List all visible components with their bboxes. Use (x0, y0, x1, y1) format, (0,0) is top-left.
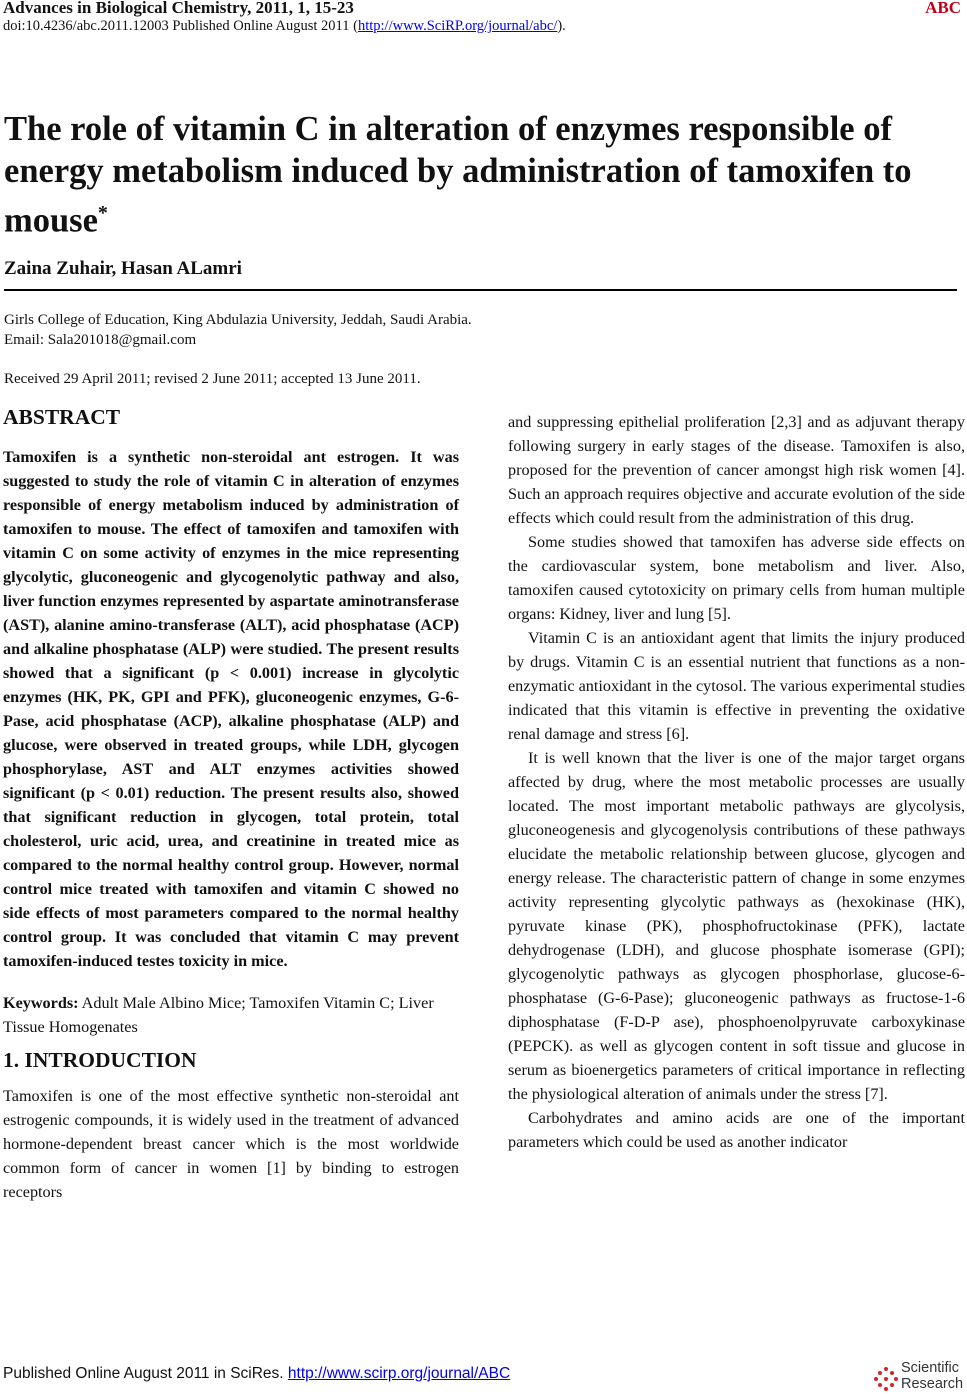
received-dates: Received 29 April 2011; revised 2 June 2011; accepted 13 June 2011. (4, 371, 421, 387)
keywords (3, 991, 459, 1039)
left-column (3, 405, 459, 1204)
doi-suffix: ). (557, 18, 566, 34)
paper-title (4, 108, 959, 242)
footer-link[interactable]: http://www.scirp.org/journal/ABC (287, 1365, 511, 1382)
doi-text: doi:10.4236/abc.2011.12003 Published Online August 2011 ( (3, 18, 358, 34)
journal-link[interactable]: http://www.SciRP.org/journal/abc/ (357, 18, 558, 34)
affiliation-block (4, 310, 472, 350)
email-link[interactable]: Sala201018@gmail.com (47, 332, 197, 348)
abstract-text: Tamoxifen is a synthetic non-steroidal ant estrogen. It was suggested to study the role of vitamin C in alteration of enzymes responsible of energy metabolism induced by administration of tamoxifen to mouse. The effect of tamoxifen and tamoxifen with vitamin C on some activity of enzymes in the mice representing glycolytic, gluconeogenic and glycogenolytic pathway and also, liver function enzymes represented by aspartate aminotransferase (AST), alanine amino-transferase (ALT), acid phosphatase (ACP) and alkaline phosphatase (ALP) were studied. The present results showed that a significant (p < 0.001) increase in glycolytic enzymes (HK, PK, GPI and PFK), gluconeogenic enzymes, G-6-Pase, acid phosphatase (ACP), alkaline phosphatase (ALP) and glucose, were observed in treated groups, while LDH, glycogen phosphorylase, AST and ALT enzymes activities showed significant (p < 0.01) reduction. The present results also, showed that significant reduction in glycogen, total protein, total cholesterol, uric acid, urea, and creatinine in treated mice as compared to the normal healthy control group. However, normal control mice treated with tamoxifen and vitamin C showed no side effects of most parameters compared to the normal healthy control group. It was concluded that vitamin C may prevent tamoxifen-induced testes toxicity in mice. (3, 448, 459, 970)
paragraph: and suppressing epithelial proliferation [2,3] and as adjuvant therapy following surgery in early stages of the disease. Tamoxifen is also, proposed for the prevention of cancer amongst high risk women [4]. Such an approach requires objective and accurate evolution of the side effects which could result from the administration of this drug. (508, 413, 965, 527)
divider (4, 289, 957, 291)
logo-text (901, 1360, 963, 1392)
logo-line-2: Research (901, 1376, 964, 1392)
email-line (4, 330, 472, 350)
scientific-research-logo (873, 1360, 965, 1396)
title-text: The role of vitamin C in alteration of enzymes responsible of energy metabolism induced by administration of tamoxifen to mouse (4, 110, 912, 240)
email-label: Email: (4, 332, 48, 348)
introduction-text: Tamoxifen is one of the most effective synthetic non-steroidal ant estrogenic compounds, it is widely used in the treatment of advanced hormone-dependent breast cancer which is the most worldwide common form of cancer in women [1] by binding to estrogen receptors (3, 1087, 459, 1201)
journal-abbreviation: ABC (925, 0, 961, 17)
keywords-text: Adult Male Albino Mice; Tamoxifen Vitamin C; Liver Tissue Homogenates (3, 994, 434, 1036)
doi-line (3, 18, 566, 35)
authors: Zaina Zuhair, Hasan ALamri (4, 258, 242, 279)
paragraph: Carbohydrates and amino acids are one of the important parameters which could be used as another indicator (508, 1109, 965, 1151)
title-footnote-mark: * (97, 202, 108, 224)
paragraph: It is well known that the liver is one of the major target organs affected by drug, where the most metabolic processes are usually located. The most important metabolic pathways are glycolysis, gluconeogenesis and glycogenolysis contributions of these pathways elucidate the metabolic relationship between glucose, glycogen and energy release. The characteristic pattern of change in some enzymes activity representing glycolytic pathways as (hexokinase (HK), pyruvate kinase (PK), phosphofructokinase (PFK), lactate dehydrogenase (LDH), and glucose phosphate isomerase (GPI); glycogenolytic pathways as glycogen phosphorlase, glucose-6-phosphatase (G-6-Pase); gluconeogenic pathways as fructose-1-6 diphosphatase (F-D-P ase), phosphoenolpyruvate carboxykinase (PEPCK). as well as glycogen content in soft tissue and glucose in serum as bioenergetics parameters of critical importance in reflecting the physiological alteration of animals under the stress [7]. (508, 749, 965, 1103)
footer (3, 1365, 510, 1383)
logo-line-1: Scientific (901, 1360, 960, 1376)
introduction-heading: 1. INTRODUCTION (3, 1048, 197, 1072)
paragraph: Some studies showed that tamoxifen has adverse side effects on the cardiovascular system, bone metabolism and liver. Also, tamoxifen caused cytotoxicity on primary cells from human multiple organs: Kidney, liver and lung [5]. (508, 533, 965, 623)
affiliation: Girls College of Education, King Abdulazia University, Jeddah, Saudi Arabia. (4, 312, 472, 328)
footer-text: Published Online August 2011 in SciRes. (3, 1365, 288, 1382)
paragraph: Vitamin C is an antioxidant agent that limits the injury produced by drugs. Vitamin C is an essential nutrient that functions as a non-enzymatic antioxidant in the cytosol. The various experimental studies indicated that this vitamin is effective in preventing the oxidative renal damage and stress [6]. (508, 629, 965, 743)
journal-citation: Advances in Biological Chemistry, 2011, 1, 15-23 (3, 0, 354, 17)
logo-dots-icon (873, 1366, 899, 1392)
abstract-heading: ABSTRACT (3, 405, 121, 429)
right-column (508, 410, 965, 1154)
keywords-label: Keywords: (3, 994, 79, 1012)
